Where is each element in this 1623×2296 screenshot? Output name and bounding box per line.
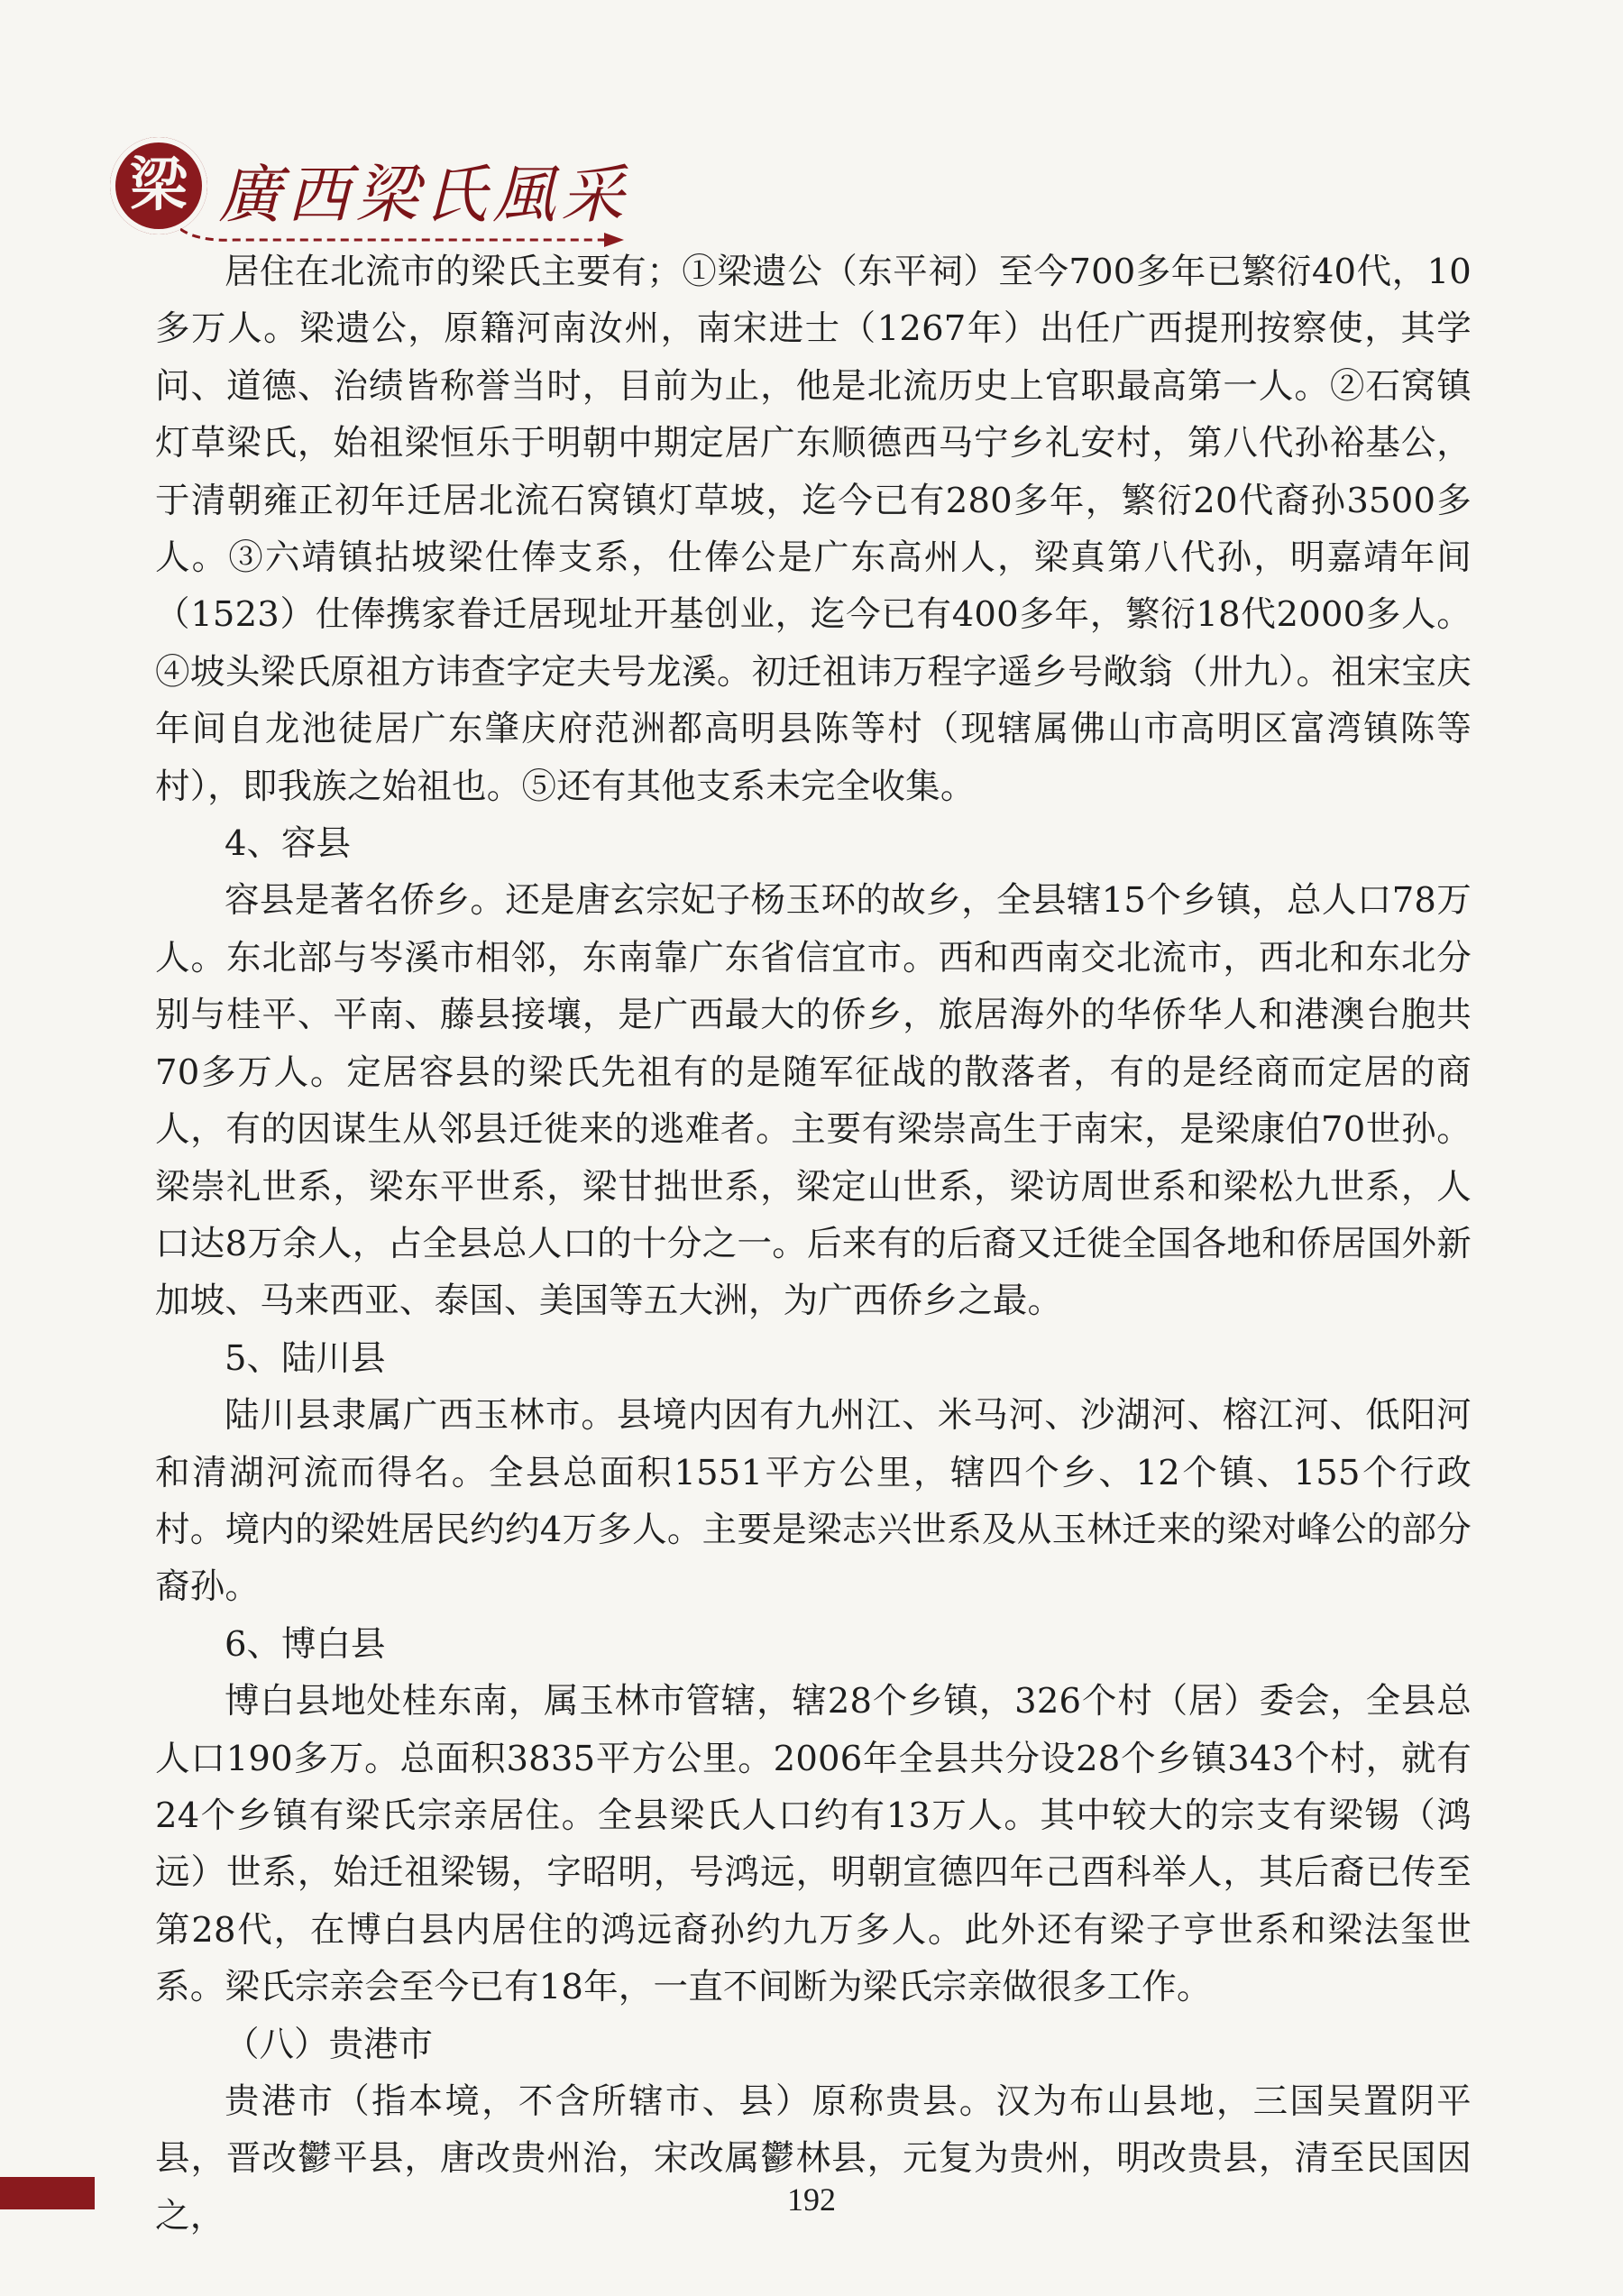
running-header <box>101 126 629 243</box>
section-heading-luchuan: 5、陆川县 <box>225 1337 386 1379</box>
paragraph-luchuan: 陆川县隶属广西玉林市。县境内因有九州江、米马河、沙湖河、榕江河、低阳河和清湖河流而得名。全县总面积1551平方公里，辖四个乡、12个镇、155个行政村。境内的梁姓居民约约4万多人。主要是梁志兴世系及从玉林迁来的梁对峰公的部分裔孙。 <box>155 1395 1472 1608</box>
seal-logo-icon <box>110 137 207 234</box>
article-body <box>155 243 1472 2245</box>
paragraph-rongxian: 容县是著名侨乡。还是唐玄宗妃子杨玉环的故乡，全县辖15个乡镇，总人口78万人。东北部与岑溪市相邻，东南靠广东省信宜市。西和西南交北流市，西北和东北分别与桂平、平南、藤县接壤，是广西最大的侨乡，旅居海外的华侨华人和港澳台胞共70多万人。定居容县的梁氏先祖有的是随军征战的散落者，有的是经商而定居的商人，有的因谋生从邻县迁徙来的逃难者。主要有梁崇高生于南宋，是梁康伯70世孙。梁崇礼世系，梁东平世系，梁甘拙世系，梁定山世系，梁访周世系和梁松九世系，人口达8万余人，占全县总人口的十分之一。后来有的后裔又迁徙全国各地和侨居国外新加坡、马来西亚、泰国、美国等五大洲，为广西侨乡之最。 <box>155 880 1472 1322</box>
seal-char: 梁 <box>130 152 188 219</box>
paragraph-bobai: 博白县地处桂东南，属玉林市管辖，辖28个乡镇，326个村（居）委会，全县总人口190多万。总面积3835平方公里。2006年全县共分设28个乡镇343个村，就有24个乡镇有梁氏宗亲居住。全县梁氏人口约有13万人。其中较大的宗支有梁锡（鸿远）世系，始迁祖梁锡，字昭明，号鸿远，明朝宣德四年己酉科举人，其后裔已传至第28代，在博白县内居住的鸿远裔孙约九万多人。此外还有梁子亨世系和梁法玺世系。梁氏宗亲会至今已有18年，一直不间断为梁氏宗亲做很多工作。 <box>155 1681 1472 2008</box>
book-title: 廣西梁氏風采 <box>218 158 629 232</box>
paragraph-beiliu: 居住在北流市的梁氏主要有；①梁遗公（东平祠）至今700多年已繁衍40代，10多万人。梁遗公，原籍河南汝州，南宋进士（1267年）出任广西提刑按察使，其学问、道德、治绩皆称誉当时，目前为止，他是北流历史上官职最高第一人。②石窝镇灯草梁氏，始祖梁恒乐于明朝中期定居广东顺德西马宁乡礼安村，第八代孙裕基公，于清朝雍正初年迁居北流石窝镇灯草坡，迄今已有280多年，繁衍20代裔孙3500多人。③六靖镇拈坡梁仕俸支系，仕俸公是广东高州人，梁真第八代孙，明嘉靖年间（1523）仕俸携家眷迁居现址开基创业，迄今已有400多年，繁衍18代2000多人。④坡头梁氏原祖方讳查字定夫号龙溪。初迁祖讳万程字遥乡号敞翁（卅九）。祖宋宝庆年间自龙池徒居广东肇庆府范洲都高明县陈等村（现辖属佛山市高明区富湾镇陈等村），即我族之始祖也。⑤还有其他支系未完全收集。 <box>155 252 1472 807</box>
paragraph-guigang: 贵港市（指本境，不含所辖市、县）原称贵县。汉为布山县地，三国吴置阴平县，晋改鬱平县，唐改贵州治，宋改属鬱林县，元复为贵州，明改贵县，清至民国因之， <box>155 2081 1472 2236</box>
section-heading-rongxian: 4、容县 <box>225 823 351 865</box>
section-heading-guigang: （八）贵港市 <box>225 2024 434 2065</box>
page-number: 192 <box>787 2181 836 2218</box>
section-heading-bobai: 6、博白县 <box>225 1623 386 1665</box>
